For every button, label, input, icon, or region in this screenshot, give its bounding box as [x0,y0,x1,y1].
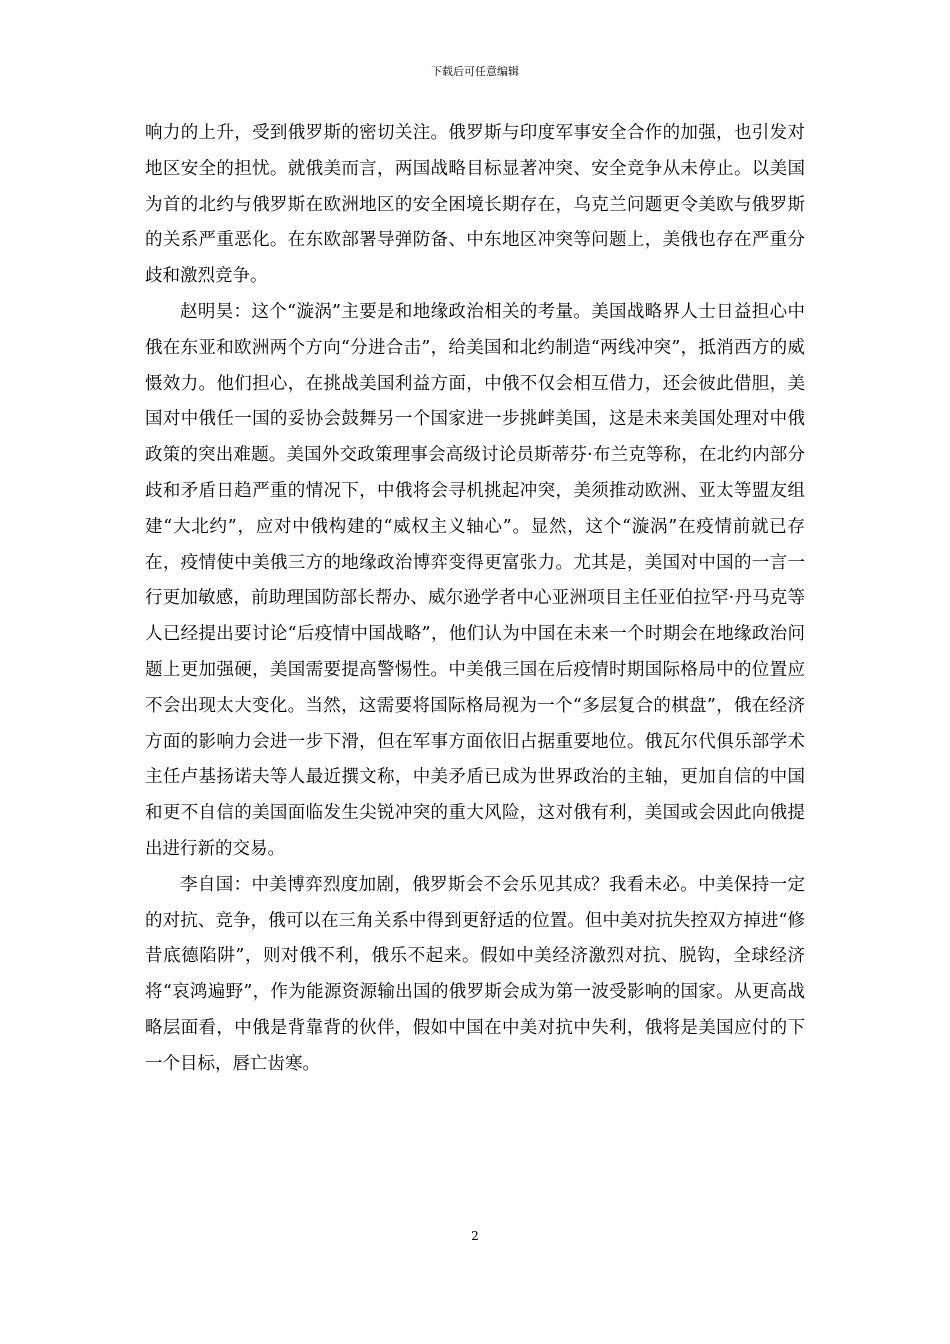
paragraph-continuation: 响力的上升，受到俄罗斯的密切关注。俄罗斯与印度军事安全合作的加强，也引发对地区安全的担忧。就俄美而言，两国战略目标显著冲突、安全竞争从未停止。以美国为首的北约与俄罗斯在欧洲地区的安全困境长期存在，乌克兰问题更令美欧与俄罗斯的关系严重恶化。在东欧部署导弹防备、中东地区冲突等问题上，美俄也存在严重分歧和激烈竞争。 [145,123,805,287]
page-number: 2 [471,1229,479,1243]
article-body [145,116,805,1083]
paragraph-li-ziguo: 李自国：中美博弈烈度加剧，俄罗斯会不会乐见其成？我看未必。中美保持一定的对抗、竞争，俄可以在三角关系中得到更舒适的位置。但中美对抗失控双方掉进“修昔底德陷阱”，则对俄不利，俄乐不起来。假如中美经济激烈对抗、脱钩，全球经济将“哀鸿遍野”，作为能源资源输出国的俄罗斯会成为第一波受影响的国家。从更高战略层面看，中俄是背靠背的伙伴，假如中国在中美对抗中失利，俄将是美国应付的下一个目标，唇亡齿寒。 [145,874,805,1074]
page-header: 下载后可任意编辑 [431,65,519,78]
paragraph-zhao-minghao: 赵明昊：这个“漩涡”主要是和地缘政治相关的考量。美国战略界人士日益担心中俄在东亚和欧洲两个方向“分进合击”，给美国和北约制造“两线冲突”，抵消西方的威慑效力。他们担心，在挑战美国利益方面，中俄不仅会相互借力，还会彼此借胆，美国对中俄任一国的妥协会鼓舞另一个国家进一步挑衅美国，这是未来美国处理对中俄政策的突出难题。美国外交政策理事会高级讨论员斯蒂芬·布兰克等称，在北约内部分歧和矛盾日趋严重的情况下，中俄将会寻机挑起冲突，美须推动欧洲、亚太等盟友组建“大北约”，应对中俄构建的“威权主义轴心”。显然，这个“漩涡”在疫情前就已存在，疫情使中美俄三方的地缘政治博弈变得更富张力。尤其是，美国对中国的一言一行更加敏感，前助理国防部长帮办、威尔逊学者中心亚洲项目主任亚伯拉罕·丹马克等人已经提出要讨论“后疫情中国战略”，他们认为中国在未来一个时期会在地缘政治问题上更加强硬，美国需要提高警惕性。中美俄三国在后疫情时期国际格局中的位置应不会出现太大变化。当然，这需要将国际格局视为一个“多层复合的棋盘”，俄在经济方面的影响力会进一步下滑，但在军事方面依旧占据重要地位。俄瓦尔代俱乐部学术主任卢基扬诺夫等人最近撰文称，中美矛盾已成为世界政治的主轴，更加自信的中国和更不自信的美国面临发生尖锐冲突的重大风险，这对俄有利，美国或会因此向俄提出进行新的交易。 [145,301,805,859]
